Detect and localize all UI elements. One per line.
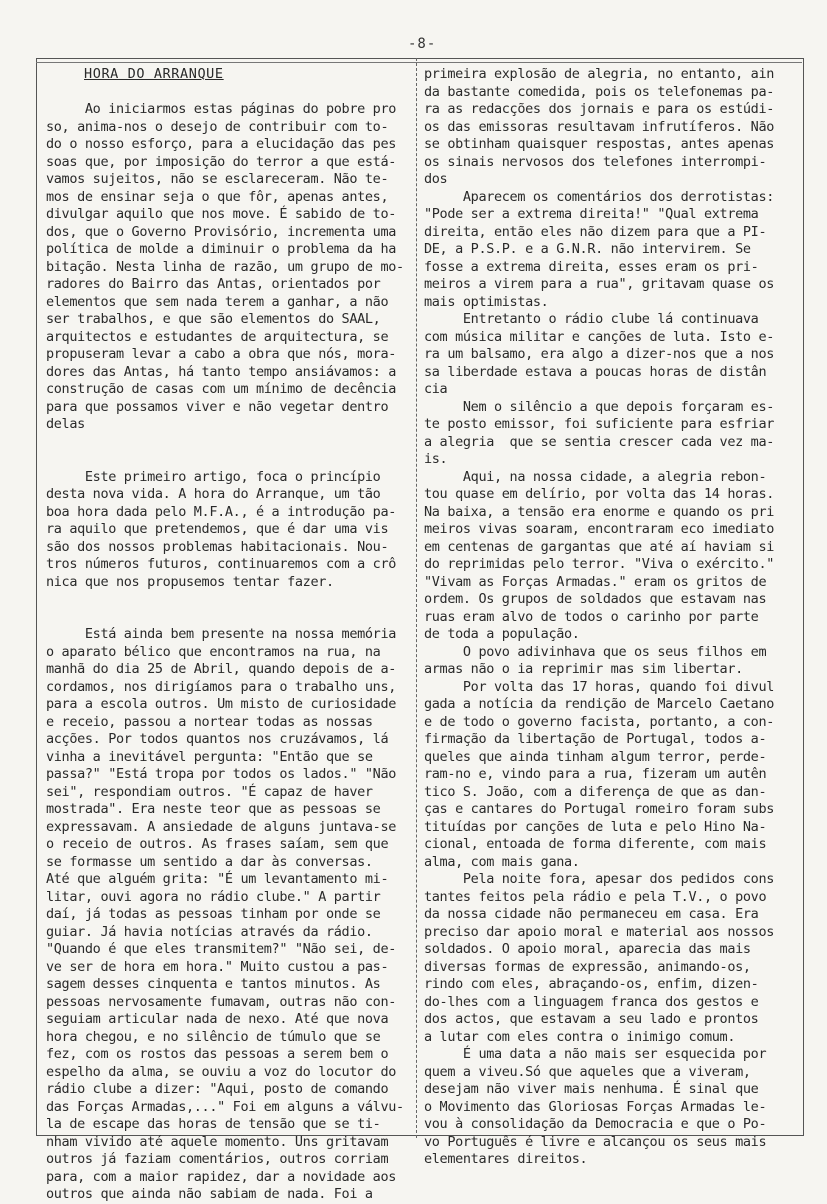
paragraph-first-article: Este primeiro artigo, foca o princípio desta nova vida. A hora do Arranque, um tão boa hora dada pelo M.F.A., é a introdução pa- ra aquilo que pretendemos, que é dar uma vis são dos nossos problemas habitacionais. Nou- tros números futuros, continuaremos com a crô nica que nos propusemos tentar fazer. xyxy=(46,468,396,590)
spacer xyxy=(46,609,412,627)
spacer xyxy=(46,591,412,609)
right-column xyxy=(424,66,800,1169)
spacer xyxy=(46,84,412,102)
paragraph-april-25: Está ainda bem presente na nossa memória o aparato bélico que encontramos na rua, na manhã do dia 25 de Abril, quando depois de a- cordamos, nos dirigíamos para o trabalho uns, para a escola outros. Um misto de curiosidade e receio, passou a nortear todas as nossas acções. Por todos quantos nos cruzávamos, lá vinha a inevitável pergunta: "Então que se passa?" "Está tropa por todos os lados." "Não sei", respondiam outros. "É capaz de haver mostrada". Era neste teor que as pessoas se expressavam. A ansiedade de alguns juntava-se o receio de outros. As frases saíam, sem que se formasse um sentido a dar às conversas. Até que alguém grita: "É um levantamento mi- litar, ouvi agora no rádio clube." A partir daí, já todas as pessoas tinham por onde se guiar. Já havia notícias através da rádio. "Quando é que eles transmitem?" "Não sei, de- ve ser de hora em hora." Muito custou a pas- sagem desses cinquenta e tantos minutos. As pessoas nervosamente fumavam, outras não con- seguiam articular nada de nexo. Até que nova hora chegou, e no silêncio de túmulo que se fez, com os rostos das pessoas a serem bem o espelho da alma, se ouviu a voz do locutor do rádio clube a dizer: "Aqui, posto de comando das Forças Armadas,..." Foi em alguns a válvu- la de escape das horas de tensão que se ti- nham vivido até aquele momento. Uns gritavam outros já faziam comentários, outros corriam para, com a maior rapidez, dar a novidade aos outros que ainda não sabiam de nada. Foi a xyxy=(46,626,404,1202)
paragraph-intro: Ao iniciarmos estas páginas do pobre pro so, anima-nos o desejo de contribuir com to- do o nosso esforço, para a elucidação das pes soas que, por imposição do terror a que está- vamos sujeitos, não se esclareceram. Não te- mos de ensinar seja o que fôr, apenas antes, divulgar aquilo que nos move. É sabido de to- dos, que o Governo Provisório, incrementa uma política de molde a diminuir o problema da ha bitação. Nesta linha de razão, um grupo de mo- radores do Bairro das Antas, orientados por elementos que sem nada terem a ganhar, a não ser trabalhos, e que são elementos do SAAL, arquitectos e estudantes de arquitectura, se propuseram levar a cabo a obra que nós, mora- dores das Antas, há tanto tempo ansiávamos: a construção de casas com um mínimo de decência para que possamos viver e não vegetar dentro delas xyxy=(46,101,404,432)
left-column xyxy=(46,66,412,1204)
article-title: HORA DO ARRANQUE xyxy=(84,66,224,82)
page-number: -8- xyxy=(408,36,437,52)
spacer xyxy=(46,451,412,469)
column-divider xyxy=(416,58,417,1138)
paragraph-continuation: primeira explosão de alegria, no entanto, ain da bastante comedida, pois os telefonemas pa- ra as redacções dos jornais e para os estúdi- os das emissoras resultavam infrutíferos. Não se obtinham quaisquer respostas, antes apenas os sinais nervosos dos telefones interrompi- dos Aparecem os comentários dos derrotistas: "Pode ser a extrema direita!" "Qual extrema direita, então eles não dizem para que a PI- DE, a P.S.P. e a G.N.R. não intervirem. Se fosse a extrema direita, esses eram os pri- meiros a virem para a rua", gritavam quase os mais optimistas. Entretanto o rádio clube lá continuava com música militar e canções de luta. Isto e- ra um balsamo, era algo a dizer-nos que a nos sa liberdade estava a poucas horas de distân cia Nem o silêncio a que depois forçaram es- te posto emissor, foi suficiente para esfriar a alegria que se sentia crescer cada vez ma- is. Aqui, na nossa cidade, a alegria rebon- tou quase em delírio, por volta das 14 horas. Na baixa, a tensão era enorme e quando os pri meiros vivas soaram, encontraram eco imediato em centenas de gargantas que até aí haviam si do reprimidas pelo terror. "Viva o exército." "Vivam as Forças Armadas." eram os gritos de ordem. Os grupos de soldados que estavam nas ruas eram alvo de todos o carinho por parte de toda a população. O povo adivinhava que os seus filhos em armas não o ia reprimir mas sim libertar. Por volta das 17 horas, quando foi divul gada a notícia da rendição de Marcelo Caetano e de todo o governo facista, portanto, a con- firmação da libertação de Portugal, todos a- queles que ainda tinham algum terror, perde- ram-no e, vindo para a rua, fizeram um autên tico S. João, com a diferença de que as dan- ças e cantares do Portugal romeiro foram subs tituídas por canções de luta e pelo Hino Na- cional, entoada de forma diferente, com mais alma, com mais gana. Pela noite fora, apesar dos pedidos cons tantes feitos pela rádio e pela T.V., o povo da nossa cidade não permaneceu em casa. Era preciso dar apoio moral e material aos nossos soldados. O apoio moral, aparecia das mais diversas formas de expressão, animando-os, rindo com eles, abraçando-os, enfim, dizen- do-lhes com a linguagem franca dos gestos e dos actos, que estavam a seu lado e prontos a lutar com eles contra o inimigo comum. É uma data a não mais ser esquecida por quem a viveu.Só que aqueles que a viveram, desejam não viver mais nenhuma. É sinal que o Movimento das Gloriosas Forças Armadas le- vou à consolidação da Democracia e que o Po- vo Português é livre e alcançou os seus mais elementares direitos. xyxy=(424,66,774,1167)
frame-double-rule xyxy=(36,62,802,63)
spacer xyxy=(46,434,412,452)
